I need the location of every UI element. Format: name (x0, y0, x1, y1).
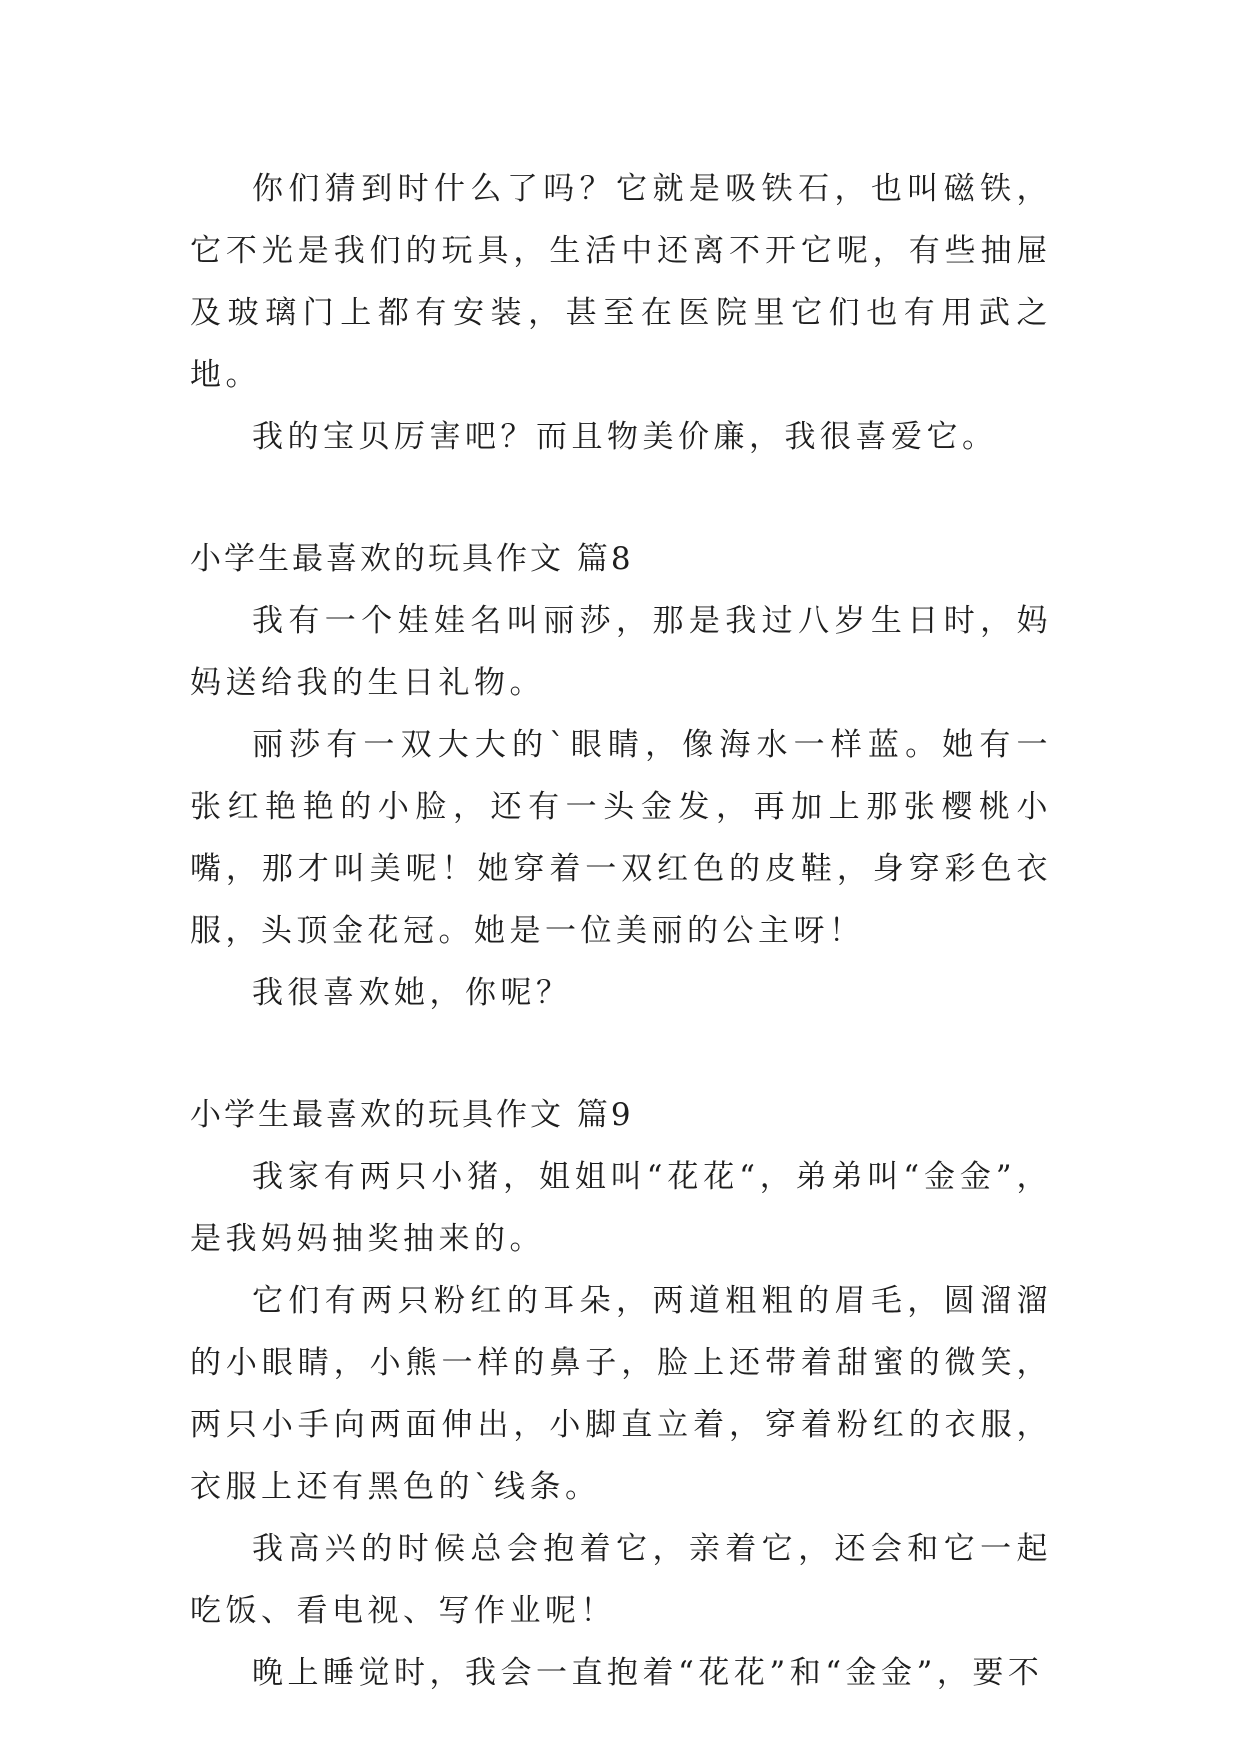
paragraph: 我的宝贝厉害吧？而且物美价廉，我很喜爱它。 (252, 419, 998, 455)
paragraph: 我有一个娃娃名叫丽莎，那是我过八岁生日时，妈妈送给我的生日礼物。 (190, 603, 1052, 701)
section-gap (190, 468, 1052, 528)
paragraph: 我很喜欢她，你呢？ (252, 975, 572, 1011)
paragraph: 它们有两只粉红的耳朵，两道粗粗的眉毛，圆溜溜的小眼睛，小熊一样的鼻子，脸上还带着甜蜜的微笑，两只小手向两面伸出，小脚直立着，穿着粉红的衣服，衣服上还有黑色的`线条。 (190, 1283, 1052, 1505)
paragraph: 你们猜到时什么了吗？它就是吸铁石，也叫磁铁，它不光是我们的玩具，生活中还离不开它呢，有些抽屉及玻璃门上都有安装，甚至在医院里它们也有用武之地。 (190, 171, 1052, 393)
document-body (190, 158, 1052, 1704)
paragraph: 我高兴的时候总会抱着它，亲着它，还会和它一起吃饭、看电视、写作业呢！ (190, 1531, 1052, 1629)
paragraph: 晚上睡觉时，我会一直抱着“花花”和“金金”，要不 (252, 1655, 1044, 1691)
section-gap (190, 1024, 1052, 1084)
section-heading: 小学生最喜欢的玩具作文 篇8 (190, 541, 634, 577)
section-essay-9 (190, 1084, 1052, 1704)
section-essay-8 (190, 528, 1052, 1024)
section-continued (190, 158, 1052, 468)
paragraph: 我家有两只小猪，姐姐叫“花花“，弟弟叫“金金”，是我妈妈抽奖抽来的。 (190, 1159, 1052, 1257)
section-heading: 小学生最喜欢的玩具作文 篇9 (190, 1097, 634, 1133)
paragraph: 丽莎有一双大大的`眼睛，像海水一样蓝。她有一张红艳艳的小脸，还有一头金发，再加上那张樱桃小嘴，那才叫美呢！她穿着一双红色的皮鞋，身穿彩色衣服，头顶金花冠。她是一位美丽的公主呀！ (190, 727, 1052, 949)
